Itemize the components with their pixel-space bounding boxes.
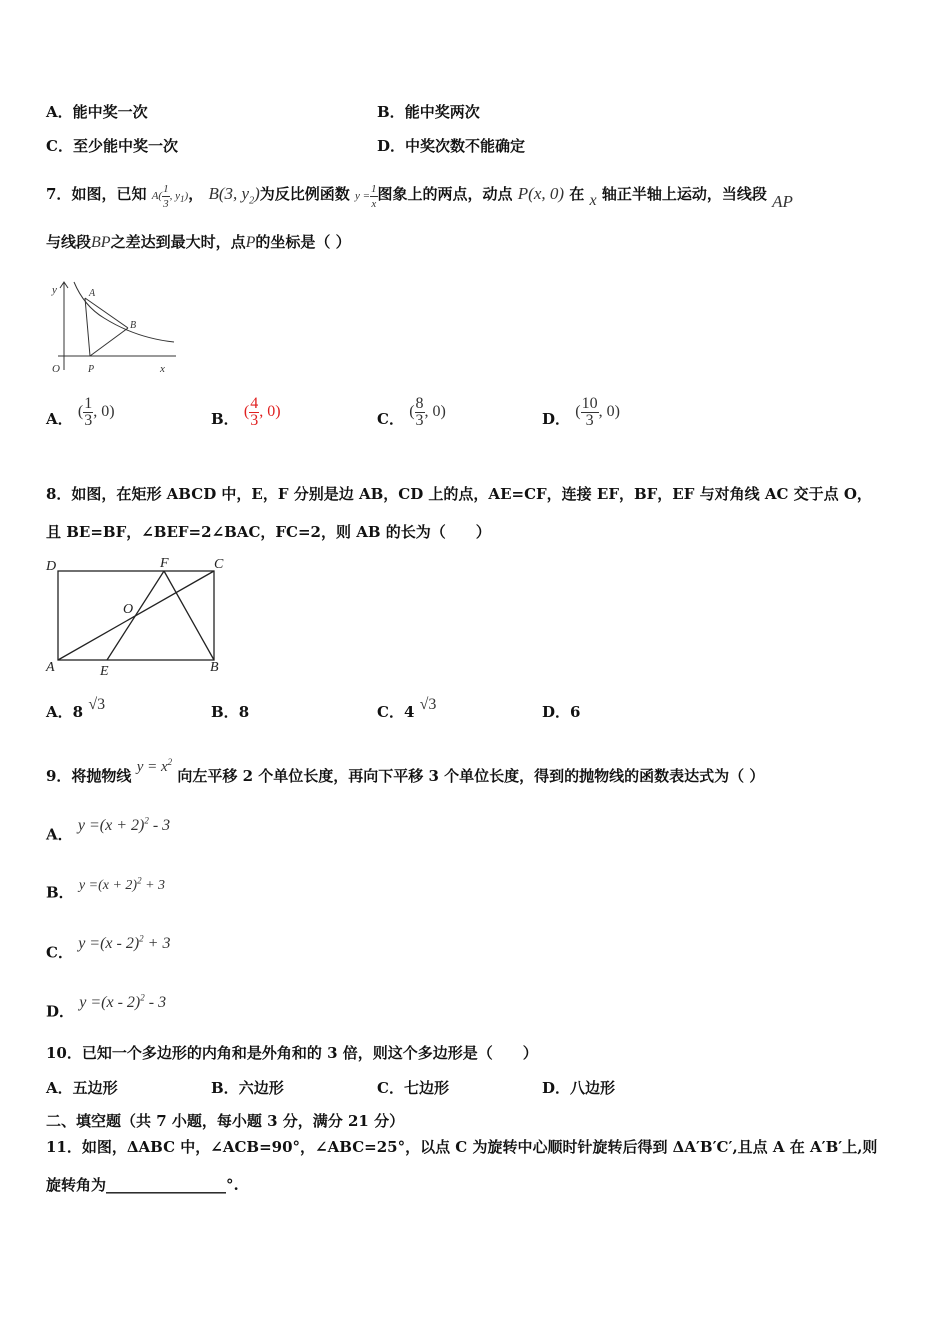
label-o: O — [52, 363, 60, 375]
q11-stem-line1: 11．如图，ΔABC 中，∠ACB=90°，∠ABC=25°，以点 C 为旋转中心顺时针旋转后得到 ΔA′B′C′,且点 A 在 A′B′上,则 — [46, 1138, 878, 1156]
q8-stem-line2: 且 BE=BF，∠BEF=2∠BAC，FC=2，则 AB 的长为（ ） — [46, 523, 491, 541]
q6-option-d: D．中奖次数不能确定 — [377, 137, 526, 155]
q10-option-d: D．八边形 — [542, 1079, 616, 1097]
label-x: x — [160, 363, 165, 375]
label-p: P — [88, 364, 95, 375]
q10-option-a: A．五边形 — [46, 1079, 118, 1097]
label-b: B — [210, 660, 219, 675]
q7-stem-line2: 与线段BP之差达到最大时，点P的坐标是（ ） — [46, 233, 351, 251]
q6-option-a: A．能中奖一次 — [46, 103, 148, 121]
label-d: D — [46, 559, 57, 574]
segment-ab — [85, 298, 128, 328]
q8-stem-line1: 8．如图，在矩形 ABCD 中，E，F 分别是边 AB，CD 上的点，AE=CF，连接 EF，BF，EF 与对角线 AC 交于点 O， — [46, 485, 872, 503]
q8-option-d: D．6 — [542, 703, 581, 721]
q7-option-a: A． ( $\frac{1}{3}$ , 0) — [46, 394, 115, 429]
q8-option-c: C．4 √3 — [377, 696, 437, 721]
q9-option-d: D． y =(x - 2)$^2$ - 3 — [46, 993, 167, 1021]
label-c: C — [214, 557, 224, 572]
q10-stem: 10．已知一个多边形的内角和是外角和的 3 倍，则这个多边形是（ ） — [46, 1044, 538, 1062]
q11-stem-line2: 旋转角为________________°. — [46, 1176, 239, 1194]
label-y: y — [52, 284, 57, 296]
q7-stem-line1: 7．如图，已知 A( $\frac{1}{3}$ , $y_1$)， B(3, $y_2$)为反比例函数 y = $\frac{1}{x}$ 图象上的两点，动点 P(x, 0) 在 x 轴正半轴上运动，当线段 AP — [46, 183, 793, 212]
q9-option-c: C． y =(x - 2)$^2$ + 3 — [46, 934, 171, 962]
segment-bf — [164, 571, 214, 660]
q7-option-d: D． ( $\frac{10}{3}$ , 0) — [542, 394, 620, 429]
segment-ef — [107, 571, 164, 660]
q9-option-a: A． $y =(x + 2)^2 - 3$ — [46, 816, 171, 844]
q7-figure — [48, 280, 180, 376]
label-b: B — [130, 320, 137, 331]
q10-option-c: C．七边形 — [377, 1079, 449, 1097]
segment-bp — [90, 328, 128, 356]
q6-option-c: C．至少能中奖一次 — [46, 137, 178, 155]
q7-option-b: B． ( $\frac{4}{3}$ , 0) — [211, 394, 281, 429]
q7-option-c: C． ( $\frac{8}{3}$ , 0) — [377, 394, 446, 429]
q9-stem: 9．将抛物线 $y = x^2$ 向左平移 2 个单位长度，再向下平移 3 个单位长度，得到的抛物线的函数表达式为（ ） — [46, 757, 765, 785]
q8-option-b: B．8 — [211, 703, 250, 721]
q9-option-b: B． $y =(x + 2)^2 + 3$ — [46, 875, 166, 902]
label-e: E — [100, 664, 109, 678]
q10-option-b: B．六边形 — [211, 1079, 284, 1097]
q8-figure — [44, 554, 230, 678]
answer-blank[interactable]: ________________ — [106, 1176, 227, 1194]
section-heading-fill-in: 二、填空题（共 7 小题，每小题 3 分，满分 21 分） — [46, 1112, 405, 1130]
label-a: A — [89, 288, 96, 299]
q8-option-a: A．8 √3 — [46, 696, 106, 721]
label-a: A — [46, 660, 55, 675]
label-f: F — [160, 556, 169, 571]
q6-option-b: B．能中奖两次 — [377, 103, 480, 121]
label-o: O — [123, 602, 134, 617]
